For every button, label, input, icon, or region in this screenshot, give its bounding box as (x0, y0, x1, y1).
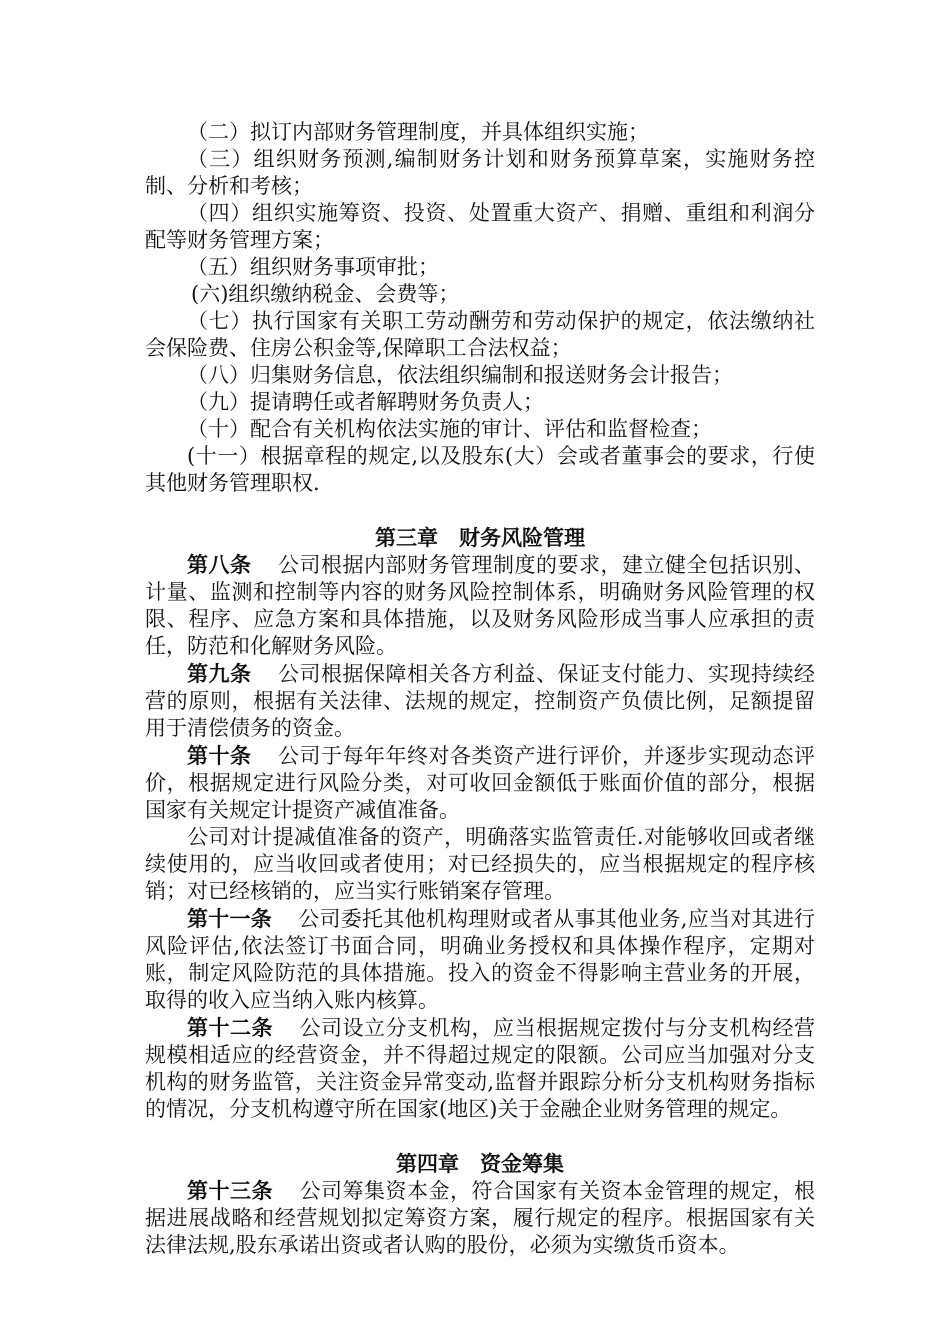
article-8 (145, 551, 815, 660)
list-item: （十）配合有关机构依法实施的审计、评估和监督检查； (187, 417, 712, 441)
chapter-title: 第三章 财务风险管理 (375, 525, 585, 550)
article-13 (145, 1177, 815, 1259)
article-label: 第十二条 (187, 1015, 273, 1040)
document-page (145, 119, 815, 1259)
article-12 (145, 1014, 815, 1123)
list-item: （二）拟订内部财务管理制度，并具体组织实施； (187, 120, 649, 144)
article-text: 公司根据保障相关各方利益、保证支付能力、实现持续经营的原则，根据有关法律、法规的规定，控制资产负债比例，足额提留用于清偿债务的资金。 (145, 662, 815, 740)
list-item: (十一）根据章程的规定,以及股东(大）会或者董事会的要求，行使其他财务管理职权. (145, 444, 815, 495)
article-10-paragraph-2: 公司对计提减值准备的资产，明确落实监管责任.对能够收回或者继续使用的，应当收回或者使用；对已经损失的，应当根据规定的程序核销；对已经核销的，应当实行账销案存管理。 (145, 825, 815, 903)
chapter-title: 第四章 资金筹集 (396, 1151, 564, 1176)
article-10 (145, 742, 815, 824)
article-label: 第十一条 (187, 906, 273, 931)
article-text: 公司于每年年终对各类资产进行评价，并逐步实现动态评价，根据规定进行风险分类，对可收回金额低于账面价值的部分，根据国家有关规定计提资产减值准备。 (145, 744, 815, 822)
list-item: (六)组织缴纳税金、会费等； (191, 282, 460, 306)
article-text: 公司筹集资本金，符合国家有关资本金管理的规定，根据进展战略和经营规划拟定筹资方案，履行规定的程序。根据国家有关法律法规,股东承诺出资或者认购的股份，必须为实缴货币资本。 (145, 1179, 815, 1257)
article-11 (145, 905, 815, 1014)
list-item: （七）执行国家有关职工劳动酬劳和劳动保护的规定，依法缴纳社会保险费、住房公积金等,保障职工合法权益； (145, 309, 815, 360)
article-text: 公司设立分支机构，应当根据规定拨付与分支机构经营规模相适应的经营资金，并不得超过规定的限额。公司应当加强对分支机构的财务监管，关注资金异常变动,监督并跟踪分析分支机构财务指标的情况，分支机构遵守所在国家(地区)关于金融企业财务管理的规定。 (145, 1016, 815, 1121)
article-text: 公司根据内部财务管理制度的要求，建立健全包括识别、计量、监测和控制等内容的财务风险控制体系，明确财务风险管理的权限、程序、应急方案和具体措施，以及财务风险形成当事人应承担的责任，防范和化解财务风险。 (145, 553, 815, 658)
list-item: （八）归集财务信息，依法组织编制和报送财务会计报告； (187, 363, 733, 387)
article-label: 第十三条 (187, 1178, 273, 1203)
list-item: （九）提请聘任或者解聘财务负责人； (187, 390, 544, 414)
list-item: （四）组织实施筹资、投资、处置重大资产、捐赠、重组和利润分配等财务管理方案； (145, 201, 815, 252)
article-text: 公司委托其他机构理财或者从事其他业务,应当对其进行风险评估,依法签订书面合同，明确业务授权和具体操作程序，定期对账，制定风险防范的具体措施。投入的资金不得影响主营业务的开展，取得的收入应当纳入账内核算。 (145, 907, 815, 1012)
article-label: 第十条 (187, 743, 252, 768)
article-label: 第九条 (187, 661, 252, 686)
list-item: （五）组织财务事项审批； (187, 255, 439, 279)
list-item: （三）组织财务预测,编制财务计划和财务预算草案，实施财务控制、分析和考核； (145, 147, 815, 198)
article-9 (145, 660, 815, 742)
article-label: 第八条 (187, 552, 252, 577)
